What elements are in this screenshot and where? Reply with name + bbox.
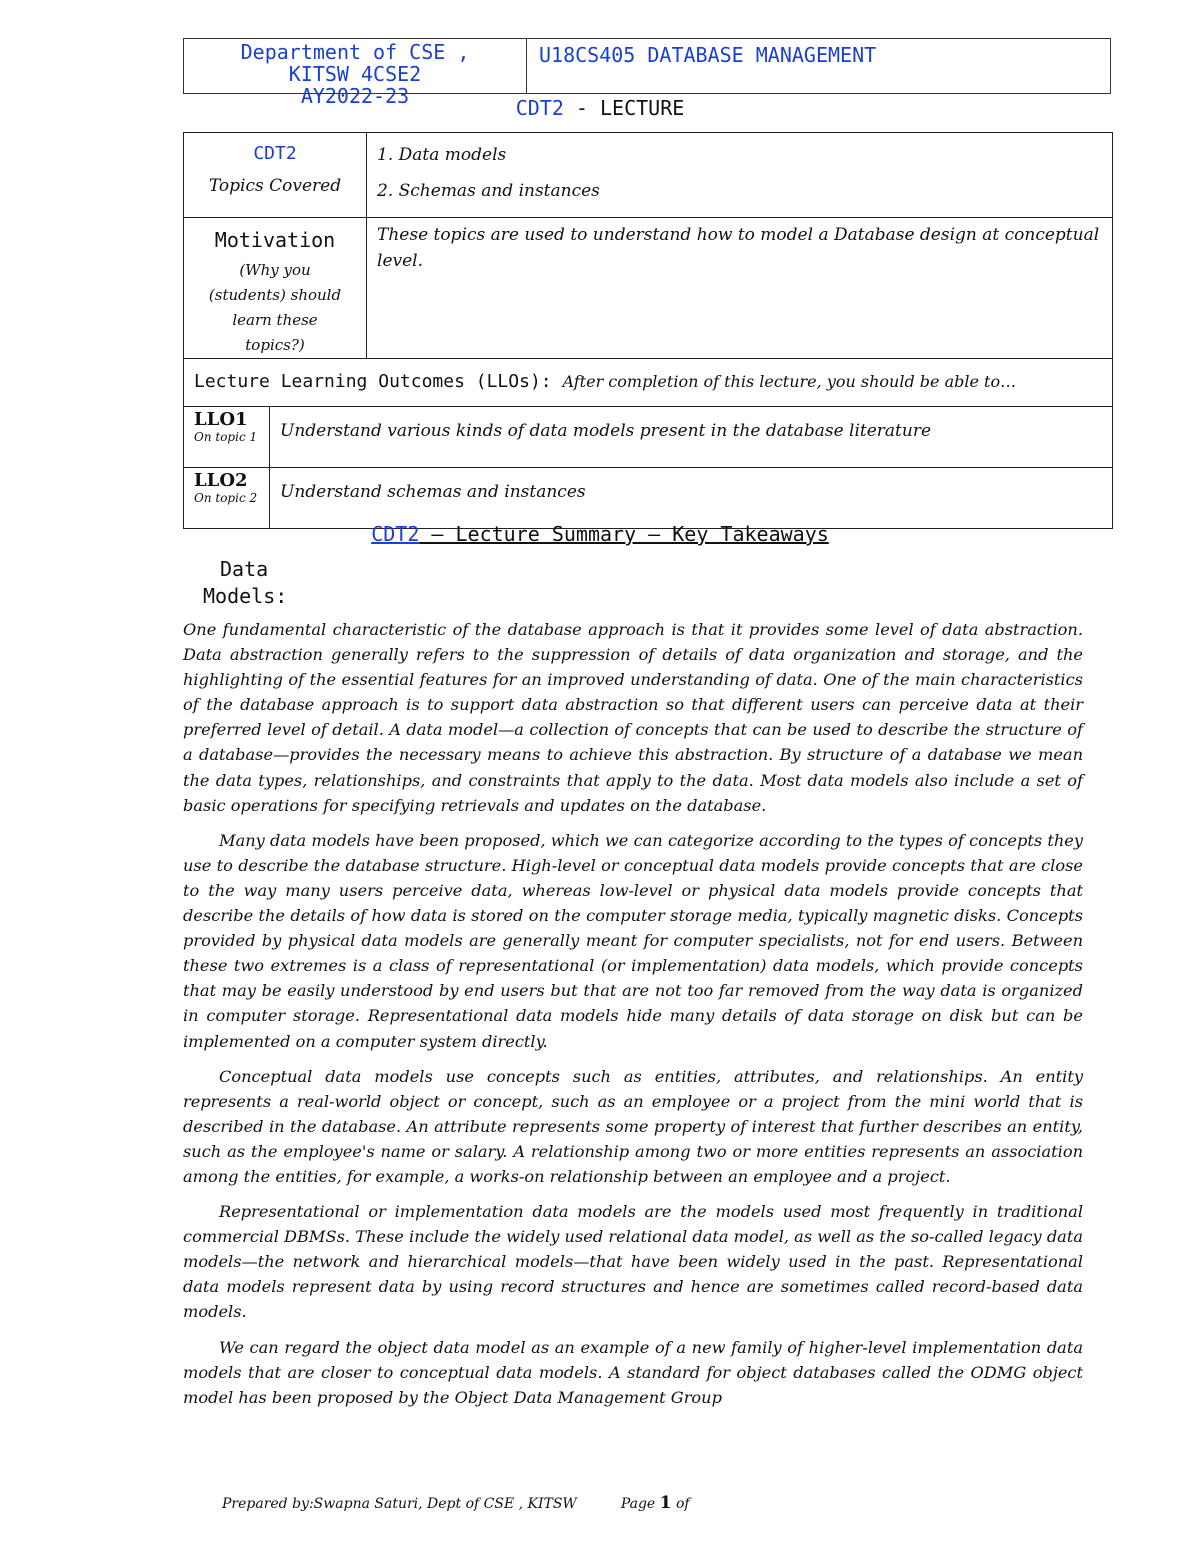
topic-item: 2. Schemas and instances	[377, 181, 600, 201]
summary-title	[0, 522, 1200, 546]
department-cell	[184, 39, 527, 108]
llo-topic: On topic 1	[194, 430, 258, 444]
llo-header-cell	[184, 359, 1113, 407]
section-heading-line-2: Models:	[203, 584, 288, 608]
llo-text-cell	[270, 468, 1113, 529]
llo-header-row	[184, 359, 1113, 407]
paragraph: We can regard the object data model as an example of a new family of higher-level implementation data models that are closer to conceptual data models. A standard for object databases called the ODMG object model has been proposed by the Object Data Management Group	[183, 1337, 1083, 1407]
section-heading-line-1: Data	[220, 557, 269, 581]
llo-text-cell	[270, 407, 1113, 468]
cdt-label: CDT2	[253, 143, 297, 164]
llo-text: Understand schemas and instances	[280, 482, 586, 502]
llo-label: LLO1	[194, 409, 248, 430]
lecture-title-rest: - LECTURE	[563, 96, 685, 120]
topics-list-cell	[367, 133, 1113, 218]
department-line-2: KITSW 4CSE2	[288, 62, 422, 86]
body-text	[183, 617, 1083, 1420]
department-line-1: Department of CSE ,	[240, 40, 470, 64]
llo-label: LLO2	[194, 470, 248, 491]
department-line-3: AY2022-23	[300, 84, 410, 108]
lecture-info-table	[183, 132, 1113, 529]
motivation-text-cell	[367, 218, 1113, 359]
footer-prepared-by: Prepared by:Swapna Saturi, Dept of CSE , KITSW	[222, 1496, 577, 1512]
llo-header	[184, 359, 1112, 392]
paragraph: One fundamental characteristic of the database approach is that it provides some level of data abstraction. Data abstraction generally refers to the suppression of details of data organization and storage, and the highlighting of the essential features for an improved understanding of data. One of the main characteristics of the database approach is to support data abstraction so that different users can perceive data at their preferred level of detail. A data model—a collection of concepts that can be used to describe the structure of a database—provides the necessary means to achieve this abstraction. By structure of a database we mean the data types, relationships, and constraints that apply to the data. Most data models also include a set of basic operations for specifying retrievals and updates on the database.	[183, 620, 1083, 815]
motivation-label-cell	[184, 218, 367, 359]
llo-topic: On topic 2	[194, 491, 258, 505]
motivation-row	[184, 218, 1113, 359]
page-footer	[222, 1493, 690, 1513]
paragraph: Many data models have been proposed, which we can categorize according to the types of concepts they use to describe the database structure. High-level or conceptual data models provide concepts that are close to the way many users perceive data, whereas low-level or physical data models provide concepts that describe the details of how data is stored on the computer storage media, typically magnetic disks. Concepts provided by physical data models are generally meant for computer specialists, not for end users. Between these two extremes is a class of representational (or implementation) data models, which provide concepts that may be easily understood by end users but that are not too far removed from the way data is organized in computer storage. Representational data models hide many details of data storage on disk but can be implemented on a computer system directly.	[183, 830, 1083, 1051]
lecture-title	[0, 96, 1200, 120]
footer-page-label: Page	[620, 1496, 656, 1512]
llo-row	[184, 468, 1113, 529]
paragraph: Representational or implementation data models are the models used most frequently in traditional commercial DBMSs. These include the widely used relational data model, as well as the so-called legacy data models—the network and hierarchical models—that have been widely used in the past. Representational data models represent data by using record structures and hence are sometimes called record-based data models.	[183, 1202, 1083, 1322]
summary-title-rest: – Lecture Summary – Key Takeaways	[419, 522, 829, 546]
lecture-code: CDT2	[515, 96, 564, 120]
motivation-subtitle: (Why you (students) should learn these topics?)	[208, 261, 342, 354]
topic-item: 1. Data models	[377, 145, 507, 165]
llo-header-label: Lecture Learning Outcomes (LLOs):	[194, 371, 552, 392]
llo-row	[184, 407, 1113, 468]
motivation-label: Motivation	[214, 228, 336, 252]
motivation-text: These topics are used to understand how to model a Database design at conceptual level.	[377, 225, 1100, 271]
paragraph: Conceptual data models use concepts such as entities, attributes, and relationships. An entity represents a real-world object or concept, such as an employee or a project from the mini world that is described in the database. An attribute represents some property of interest that further describes an entity, such as the employee's name or salary. A relationship among two or more entities represents an association among the entities, for example, a works-on relationship between an employee and a project.	[183, 1066, 1083, 1186]
llo-header-note: After completion of this lecture, you should be able to…	[562, 372, 1017, 391]
llo-label-cell	[184, 468, 270, 529]
footer-page-number: 1	[659, 1493, 672, 1513]
topics-row	[184, 133, 1113, 218]
course-title: U18CS405 DATABASE MANAGEMENT	[539, 43, 877, 67]
llo-text: Understand various kinds of data models present in the database literature	[280, 421, 932, 441]
llo-label-cell	[184, 407, 270, 468]
footer-of: of	[675, 1496, 690, 1512]
topics-label-cell	[184, 133, 367, 218]
section-heading	[203, 556, 287, 610]
topics-covered-label: Topics Covered	[208, 176, 342, 196]
summary-code: CDT2	[371, 522, 420, 546]
